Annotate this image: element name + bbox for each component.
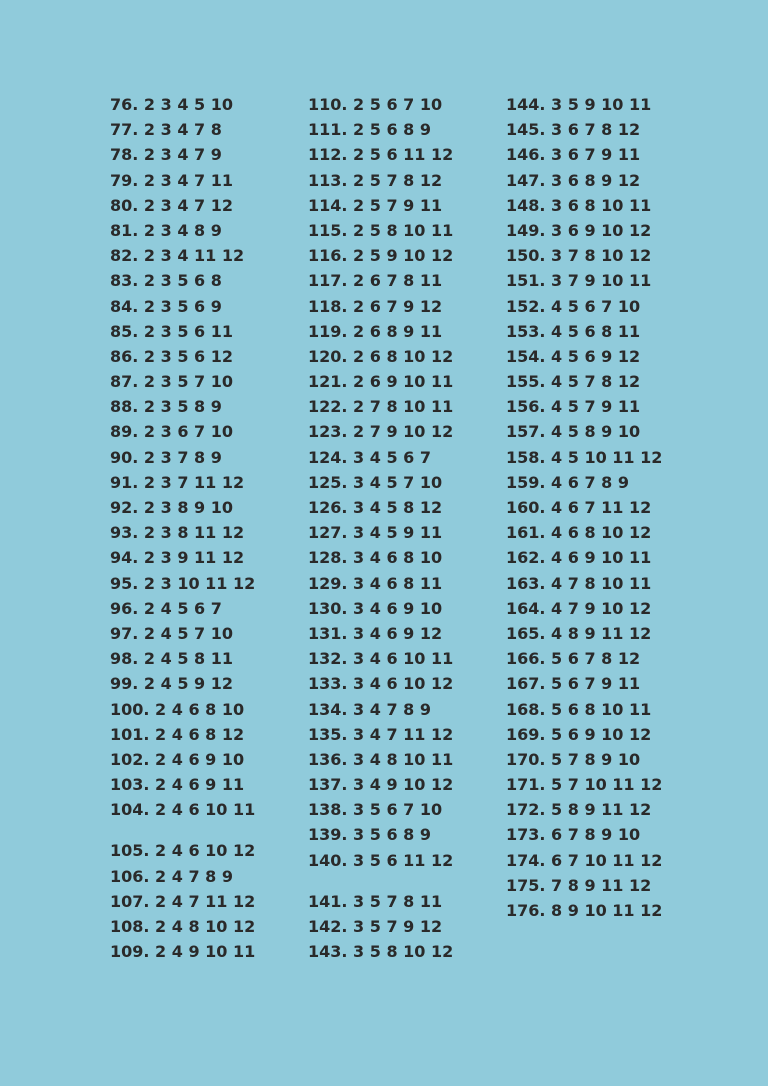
combination-entry: 101. 2 4 6 8 12 [110, 724, 245, 744]
combination-entry: 169. 5 6 9 10 12 [506, 724, 652, 744]
combination-entry: 143. 3 5 8 10 12 [308, 942, 454, 962]
combination-entry: 106. 2 4 7 8 9 [110, 866, 233, 886]
combination-column-3 [506, 92, 706, 923]
combination-entry: 162. 4 6 9 10 11 [506, 548, 652, 568]
combination-entry: 116. 2 5 9 10 12 [308, 246, 454, 266]
combination-entry: 154. 4 5 6 9 12 [506, 346, 641, 366]
combination-entry: 170. 5 7 8 9 10 [506, 749, 641, 769]
combination-entry: 95. 2 3 10 11 12 [110, 573, 256, 593]
combination-entry: 133. 3 4 6 10 12 [308, 674, 454, 694]
combination-entry: 105. 2 4 6 10 12 [110, 841, 256, 861]
combination-entry: 83. 2 3 5 6 8 [110, 271, 222, 291]
combination-entry: 167. 5 6 7 9 11 [506, 674, 641, 694]
combination-entry: 77. 2 3 4 7 8 [110, 120, 222, 140]
combination-entry: 104. 2 4 6 10 11 [110, 800, 256, 820]
combination-entry: 148. 3 6 8 10 11 [506, 195, 652, 215]
combination-entry: 85. 2 3 5 6 11 [110, 321, 233, 341]
combination-entry: 93. 2 3 8 11 12 [110, 523, 245, 543]
combination-entry: 140. 3 5 6 11 12 [308, 850, 454, 870]
combination-entry: 92. 2 3 8 9 10 [110, 498, 233, 517]
combination-entry: 87. 2 3 5 7 10 [110, 372, 233, 392]
combination-entry: 89. 2 3 6 7 10 [110, 422, 233, 442]
combination-entry: 149. 3 6 9 10 12 [506, 220, 652, 240]
combination-entry: 120. 2 6 8 10 12 [308, 346, 454, 366]
combination-entry: 100. 2 4 6 8 10 [110, 699, 245, 719]
combination-entry: 121. 2 6 9 10 11 [308, 372, 454, 392]
combination-entry: 108. 2 4 8 10 12 [110, 917, 256, 936]
combination-entry: 86. 2 3 5 6 12 [110, 346, 233, 366]
combination-entry: 130. 3 4 6 9 10 [308, 598, 443, 618]
combination-entry: 142. 3 5 7 9 12 [308, 917, 443, 936]
combination-entry: 157. 4 5 8 9 10 [506, 422, 641, 442]
combination-entry: 103. 2 4 6 9 11 [110, 775, 245, 795]
combination-entry: 112. 2 5 6 11 12 [308, 145, 454, 165]
combination-entry: 161. 4 6 8 10 12 [506, 523, 652, 543]
combination-entry: 138. 3 5 6 7 10 [308, 800, 443, 820]
combination-entry: 166. 5 6 7 8 12 [506, 649, 641, 669]
combination-entry: 90. 2 3 7 8 9 [110, 447, 222, 467]
combination-entry: 102. 2 4 6 9 10 [110, 749, 245, 769]
combination-entry: 137. 3 4 9 10 12 [308, 775, 454, 795]
combination-entry: 168. 5 6 8 10 11 [506, 699, 652, 719]
combination-entry: 122. 2 7 8 10 11 [308, 397, 454, 417]
combination-entry: 117. 2 6 7 8 11 [308, 271, 443, 291]
combination-entry: 97. 2 4 5 7 10 [110, 623, 233, 643]
combination-entry: 153. 4 5 6 8 11 [506, 321, 641, 341]
combination-entry: 78. 2 3 4 7 9 [110, 145, 222, 165]
combination-entry: 147. 3 6 8 9 12 [506, 170, 641, 190]
combination-entry: 127. 3 4 5 9 11 [308, 523, 443, 543]
combination-entry: 107. 2 4 7 11 12 [110, 891, 256, 911]
combination-entry: 96. 2 4 5 6 7 [110, 598, 222, 618]
combination-entry: 80. 2 3 4 7 12 [110, 195, 233, 215]
combination-entry: 150. 3 7 8 10 12 [506, 246, 652, 266]
combination-entry: 164. 4 7 9 10 12 [506, 598, 652, 618]
combination-entry: 113. 2 5 7 8 12 [308, 170, 443, 190]
combination-entry: 119. 2 6 8 9 11 [308, 321, 443, 341]
combination-entry: 82. 2 3 4 11 12 [110, 246, 245, 266]
combination-entry: 128. 3 4 6 8 10 [308, 548, 443, 568]
combination-entry: 146. 3 6 7 9 11 [506, 145, 641, 165]
combination-entry: 152. 4 5 6 7 10 [506, 296, 641, 316]
combination-entry: 136. 3 4 8 10 11 [308, 749, 454, 769]
combination-entry: 94. 2 3 9 11 12 [110, 548, 245, 568]
combination-column-1 [110, 92, 310, 964]
combination-entry: 145. 3 6 7 8 12 [506, 120, 641, 140]
combination-entry: 134. 3 4 7 8 9 [308, 699, 431, 719]
combination-entry: 171. 5 7 10 11 12 [506, 775, 663, 795]
combination-entry: 139. 3 5 6 8 9 [308, 825, 431, 845]
combination-entry: 123. 2 7 9 10 12 [308, 422, 454, 442]
combination-entry: 81. 2 3 4 8 9 [110, 220, 222, 240]
combination-entry: 115. 2 5 8 10 11 [308, 220, 454, 240]
combination-entry: 114. 2 5 7 9 11 [308, 195, 443, 215]
combination-entry: 118. 2 6 7 9 12 [308, 296, 443, 316]
combination-entry: 126. 3 4 5 8 12 [308, 498, 443, 517]
combination-entry: 151. 3 7 9 10 11 [506, 271, 652, 291]
combination-entry: 98. 2 4 5 8 11 [110, 649, 233, 669]
combination-entry: 99. 2 4 5 9 12 [110, 674, 233, 694]
combination-entry: 125. 3 4 5 7 10 [308, 472, 443, 492]
combination-entry: 176. 8 9 10 11 12 [506, 901, 663, 920]
combination-entry: 91. 2 3 7 11 12 [110, 472, 245, 492]
combination-entry: 141. 3 5 7 8 11 [308, 891, 443, 911]
combination-entry: 129. 3 4 6 8 11 [308, 573, 443, 593]
combination-entry: 173. 6 7 8 9 10 [506, 825, 641, 845]
combination-entry: 131. 3 4 6 9 12 [308, 623, 443, 643]
combination-entry: 160. 4 6 7 11 12 [506, 498, 652, 517]
combination-entry: 76. 2 3 4 5 10 [110, 95, 233, 114]
combination-entry: 175. 7 8 9 11 12 [506, 875, 652, 895]
combination-entry: 135. 3 4 7 11 12 [308, 724, 454, 744]
combination-entry: 159. 4 6 7 8 9 [506, 472, 629, 492]
combination-entry: 158. 4 5 10 11 12 [506, 447, 663, 467]
combination-entry: 110. 2 5 6 7 10 [308, 95, 443, 114]
combination-entry: 174. 6 7 10 11 12 [506, 850, 663, 870]
combination-entry: 88. 2 3 5 8 9 [110, 397, 222, 417]
combination-entry: 132. 3 4 6 10 11 [308, 649, 454, 669]
combination-column-2 [308, 92, 508, 964]
combination-entry: 172. 5 8 9 11 12 [506, 800, 652, 820]
combination-entry: 84. 2 3 5 6 9 [110, 296, 222, 316]
combination-entry: 124. 3 4 5 6 7 [308, 447, 431, 467]
combination-entry: 163. 4 7 8 10 11 [506, 573, 652, 593]
combination-entry: 155. 4 5 7 8 12 [506, 372, 641, 392]
combination-entry: 109. 2 4 9 10 11 [110, 942, 256, 962]
combination-entry: 144. 3 5 9 10 11 [506, 95, 652, 114]
combination-entry: 156. 4 5 7 9 11 [506, 397, 641, 417]
combination-entry: 111. 2 5 6 8 9 [308, 120, 431, 140]
combination-entry: 79. 2 3 4 7 11 [110, 170, 233, 190]
combination-entry: 165. 4 8 9 11 12 [506, 623, 652, 643]
